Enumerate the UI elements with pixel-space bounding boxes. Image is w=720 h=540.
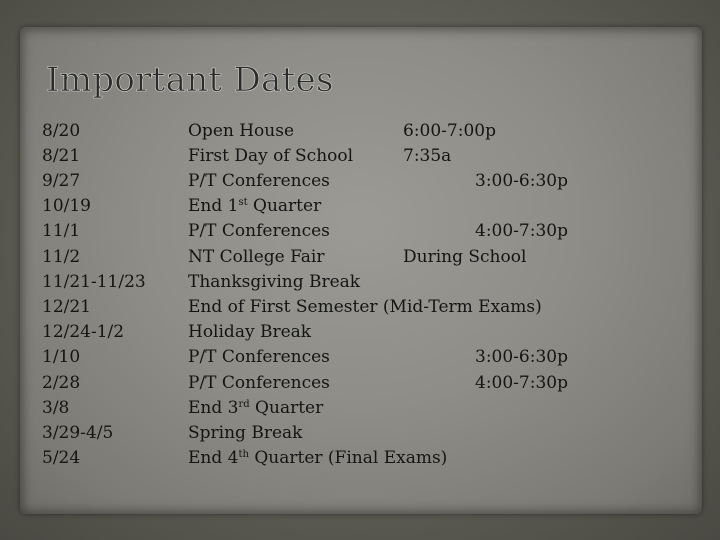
- page-title: Important Dates: [46, 60, 334, 100]
- schedule-row: [0, 396, 720, 421]
- row-date: 9/27: [42, 171, 81, 191]
- row-date: 3/29-4/5: [42, 423, 114, 443]
- row-date: 5/24: [42, 448, 81, 468]
- row-event-text: End 1: [188, 196, 239, 216]
- ordinal-suffix: st: [238, 197, 248, 208]
- schedule-row: [0, 270, 720, 295]
- row-event: NT College Fair: [188, 247, 325, 267]
- row-date: 10/19: [42, 196, 91, 216]
- row-event: Open House: [188, 121, 295, 141]
- schedule-row: [0, 421, 720, 446]
- row-event: P/T Conferences: [188, 373, 330, 393]
- schedule-row: [0, 219, 720, 244]
- row-event: [188, 446, 447, 471]
- row-date: 11/1: [42, 221, 81, 241]
- row-date: 1/10: [42, 347, 81, 367]
- row-date: 11/21-11/23: [42, 272, 146, 292]
- row-time: 3:00-6:30p: [475, 171, 568, 191]
- schedule-row: [0, 144, 720, 169]
- row-event-text: Quarter (Final Exams): [248, 448, 448, 468]
- row-date: 8/20: [42, 121, 81, 141]
- row-date: 12/21: [42, 297, 91, 317]
- row-date: 2/28: [42, 373, 81, 393]
- row-time: 6:00-7:00p: [403, 121, 496, 141]
- row-date: 3/8: [42, 398, 70, 418]
- row-event-text: End 4: [188, 448, 239, 468]
- ordinal-suffix: th: [238, 449, 249, 460]
- schedule-row: [0, 446, 720, 471]
- row-time: During School: [403, 247, 527, 267]
- row-date: 12/24-1/2: [42, 322, 125, 342]
- schedule-row: [0, 371, 720, 396]
- row-event: Holiday Break: [188, 322, 312, 342]
- schedule-row: [0, 119, 720, 144]
- row-event: Spring Break: [188, 423, 303, 443]
- row-event: First Day of School: [188, 146, 354, 166]
- row-date: 11/2: [42, 247, 81, 267]
- row-event: P/T Conferences: [188, 347, 330, 367]
- row-time: 3:00-6:30p: [475, 347, 568, 367]
- schedule-row: [0, 245, 720, 270]
- row-event: [188, 396, 323, 421]
- row-time: 7:35a: [403, 146, 452, 166]
- row-date: 8/21: [42, 146, 81, 166]
- row-event: P/T Conferences: [188, 221, 330, 241]
- ordinal-suffix: rd: [238, 399, 250, 410]
- row-event-text: Quarter: [249, 398, 324, 418]
- schedule-row: [0, 295, 720, 320]
- schedule-row: [0, 320, 720, 345]
- row-time: 4:00-7:30p: [475, 221, 568, 241]
- row-event: P/T Conferences: [188, 171, 330, 191]
- row-event: [188, 194, 321, 219]
- row-event: End of First Semester (Mid-Term Exams): [188, 297, 542, 317]
- schedule-row: [0, 345, 720, 370]
- row-event-text: Quarter: [247, 196, 322, 216]
- schedule-row: [0, 169, 720, 194]
- row-event-text: End 3: [188, 398, 239, 418]
- row-event: Thanksgiving Break: [188, 272, 361, 292]
- row-time: 4:00-7:30p: [475, 373, 568, 393]
- schedule-row: [0, 194, 720, 219]
